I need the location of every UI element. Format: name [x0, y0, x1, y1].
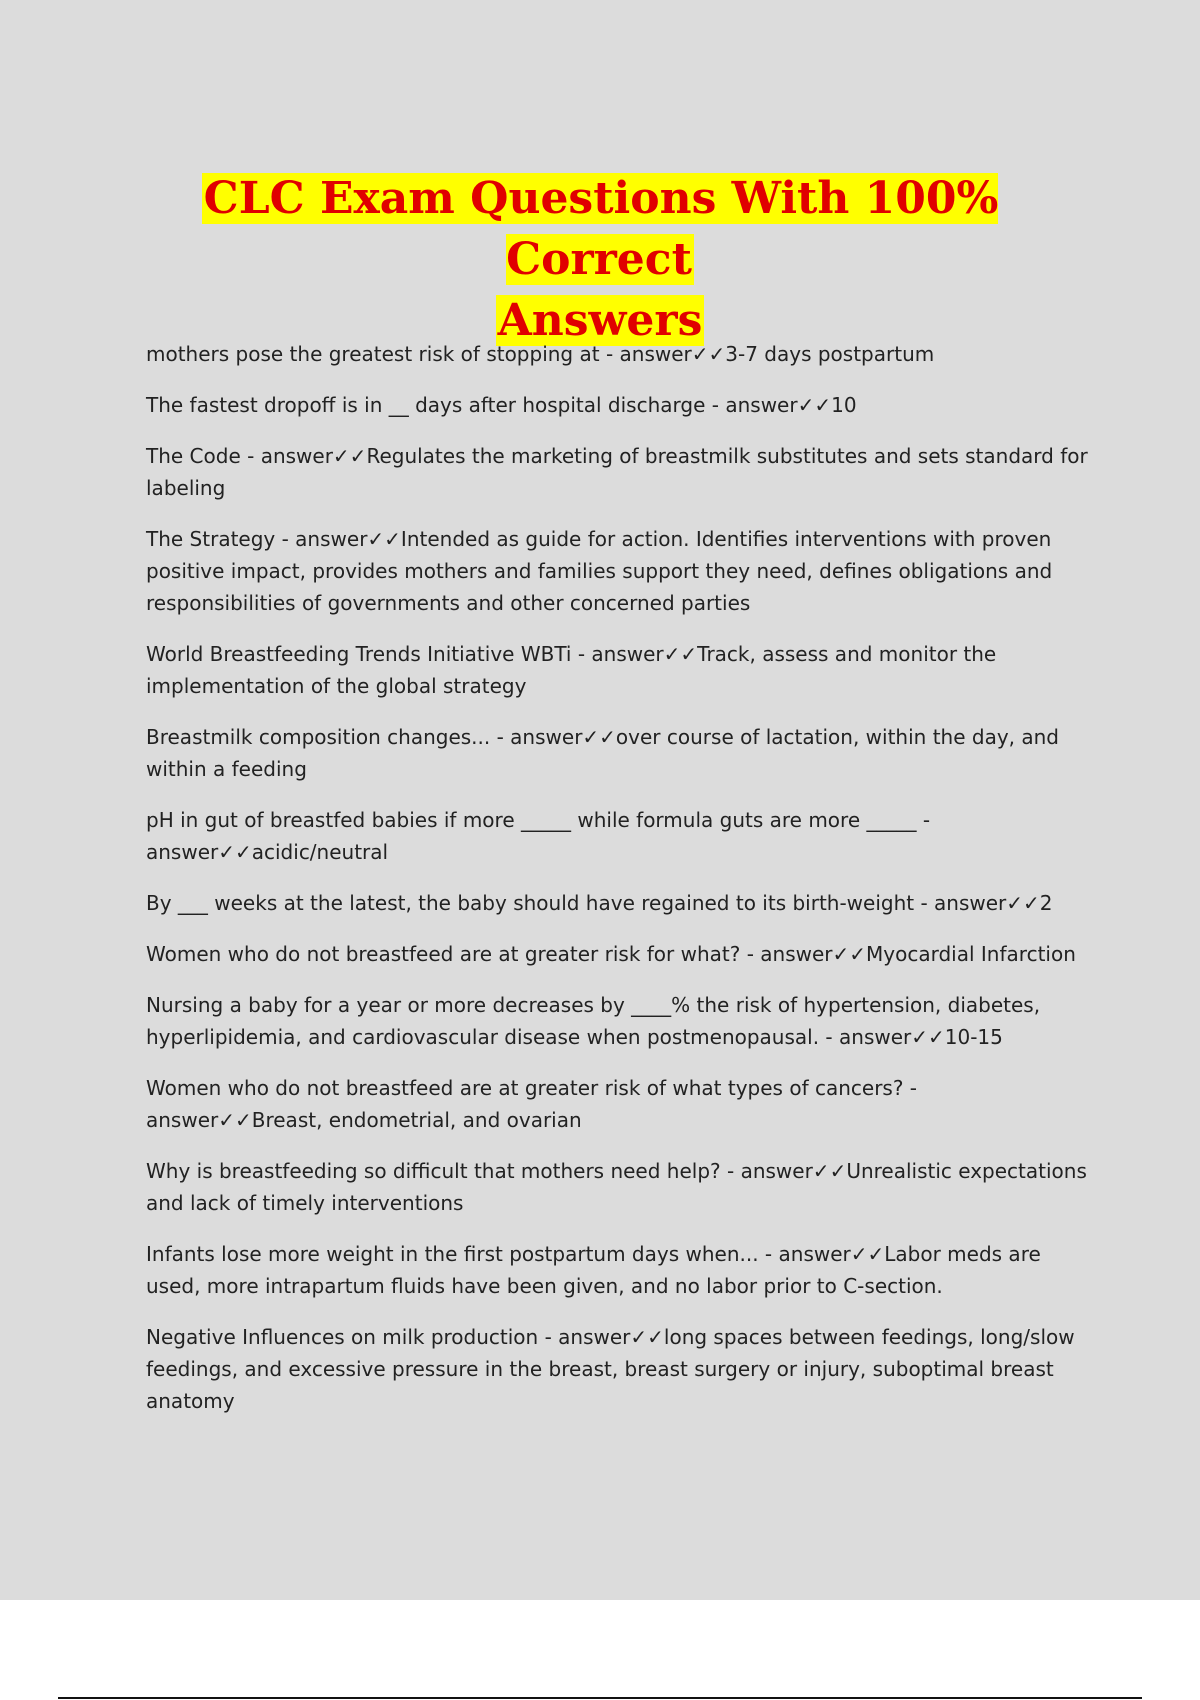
qa-item: Women who do not breastfeed are at greater risk of what types of cancers? - answer✓✓Breast, endometrial, and ovarian — [146, 1076, 918, 1132]
qa-item: Infants lose more weight in the first postpartum days when... - answer✓✓Labor meds are used, more intrapartum fluids have been given, and no labor prior to C-section. — [146, 1242, 1041, 1298]
footer-rule — [58, 1697, 1142, 1699]
title-block — [0, 168, 1200, 351]
title-line-1: CLC Exam Questions With 100% Correct — [203, 173, 999, 285]
qa-item: pH in gut of breastfed babies if more _____ while formula guts are more _____ - answer✓✓acidic/neutral — [146, 808, 931, 864]
qa-item: By ___ weeks at the latest, the baby should have regained to its birth-weight - answer✓✓2 — [146, 891, 1053, 915]
qa-item: mothers pose the greatest risk of stopping at - answer✓✓3-7 days postpartum — [146, 342, 935, 366]
qa-item: Negative Influences on milk production - answer✓✓long spaces between feedings, long/slow feedings, and excessive pressure in the breast, breast surgery or injury, suboptimal breast anatomy — [146, 1325, 1075, 1413]
qa-item: Nursing a baby for a year or more decreases by ____% the risk of hypertension, diabetes, hyperlipidemia, and cardiovascular disease when postmenopausal. - answer✓✓10-15 — [146, 993, 1041, 1049]
qa-list — [146, 338, 1096, 1436]
qa-item: Women who do not breastfeed are at greater risk for what? - answer✓✓Myocardial Infarction — [146, 942, 1076, 966]
title-line-2: Answers — [497, 295, 703, 346]
qa-item: Breastmilk composition changes... - answer✓✓over course of lactation, within the day, and within a feeding — [146, 725, 1059, 781]
qa-item: The Code - answer✓✓Regulates the marketing of breastmilk substitutes and sets standard for labeling — [146, 444, 1088, 500]
page-title — [150, 168, 1050, 351]
qa-item: World Breastfeeding Trends Initiative WBTi - answer✓✓Track, assess and monitor the implementation of the global strategy — [146, 642, 997, 698]
qa-item: The Strategy - answer✓✓Intended as guide for action. Identifies interventions with proven positive impact, provides mothers and families support they need, defines obligations and responsibilities of governments and other concerned parties — [146, 527, 1053, 615]
qa-item: The fastest dropoff is in __ days after hospital discharge - answer✓✓10 — [146, 393, 857, 417]
qa-item: Why is breastfeeding so difficult that mothers need help? - answer✓✓Unrealistic expectations and lack of timely interventions — [146, 1159, 1087, 1215]
